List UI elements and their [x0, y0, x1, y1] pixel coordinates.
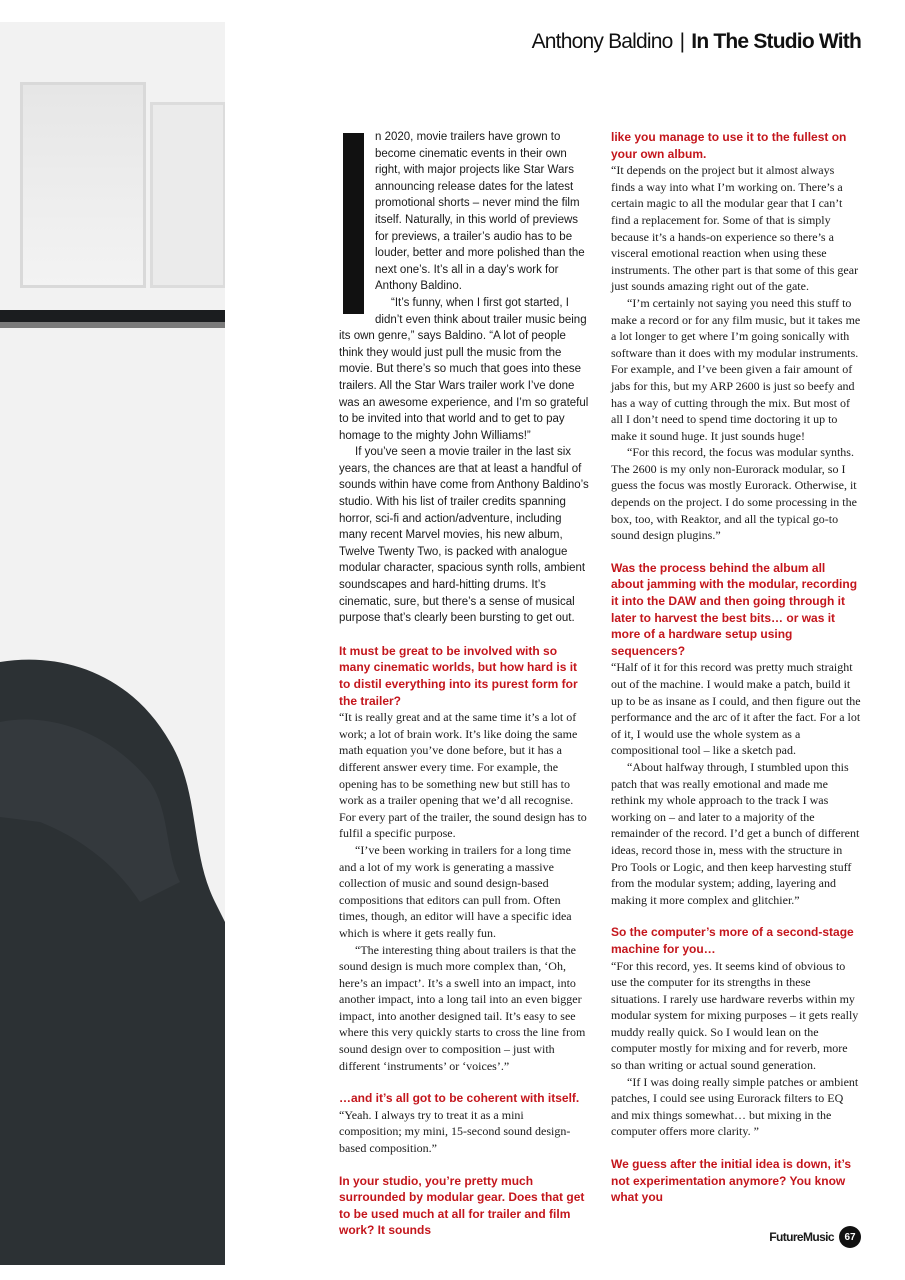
interview-answer: “Half of it for this record was pretty much straight out of the machine. I would make a patch, build it up to be as insane as I could, and then figure out the performance and the arc of it after the fact. For a lot of it, I would use the whole system as a compositional tool – like a sketch pad. [611, 660, 861, 758]
intro-paragraph: n 2020, movie trailers have grown to become cinematic events in their own right, with major projects like Star Wars announcing release dates for the latest promotional shorts – never mind the film itself. Naturally, in this world of previews for previews, a trailer’s audio has to be louder, better and more polished than the next one’s. It’s all in a day’s work for Anthony Baldino. [375, 131, 585, 293]
interview-answer: “The interesting thing about trailers is that the sound design is much more complex than, ‘Oh, here’s an impact’. It’s a swell into an impact, into another impact, into a long tail into an even bigger impact, into another designed tail. It’s easy to see where this very quickly starts to cross the line from sound design over to composition – just with different ‘instruments’ or ‘voices’.” [339, 942, 586, 1073]
portrait-photo [0, 22, 225, 1265]
interview-question: like you manage to use it to the fullest on your own album. [611, 130, 847, 161]
header-artist-name: Anthony Baldino [531, 30, 673, 53]
page-header [532, 30, 861, 54]
interview-question: …and it’s all got to be coherent with itself. [339, 1091, 580, 1106]
header-separator: | [679, 30, 685, 53]
interview-question: It must be great to be involved with so many cinematic worlds, but how hard is it to distil everything into its purest form for the trailer? [339, 643, 578, 708]
interview-answer: “It is really great and at the same time it’s a lot of work; a lot of brain work. It’s like doing the same math equation you’ve done before, but it has a different answer every time. For example, the opening has to be something new but still has to work as a trailer opening that we’d all recognise. For every part of the trailer, the sound design has to fulfil a specific purpose. [339, 710, 587, 841]
interview-answer: “Yeah. I always try to treat it as a mini composition; my mini, 15-second sound design-based composition.” [339, 1107, 571, 1156]
interview-answer: “It depends on the project but it almost always finds a way into what I’m working on. There’s a certain magic to all the modular gear that I can’t find a replacement for. Some of that is simply because it’s a hands-on experience so there’s a visceral emotional reaction when using these instruments. The other part is that some of this gear just sounds amazing right out of the gate. [611, 163, 859, 294]
interview-answer: “For this record, yes. It seems kind of obvious to use the computer for its strengths in these situations. I rarely use hardware reverbs within my modular system for mixing purposes – it gets really muddy really quick. So I would lean on the computer mostly for mixing and for reverb, more so than writing or actual sound generation. [611, 958, 859, 1073]
interview-question: In your studio, you’re pretty much surrounded by modular gear. Does that get to be used much at all for trailer and film work? It sounds [339, 1173, 585, 1238]
article-column-left [339, 129, 589, 1239]
interview-question: Was the process behind the album all about jamming with the modular, recording it into the DAW and then going through it later to harvest the best bits… or was it more of a hardware setup using sequencers? [611, 560, 858, 658]
interview-answer: “If I was doing really simple patches or ambient patches, I could see using Eurorack filters to EQ and mix things somewhat… but mixing in the computer offers more clarity. ” [611, 1074, 859, 1139]
header-section-title: In The Studio With [691, 30, 861, 53]
page-footer [769, 1226, 861, 1248]
interview-answer: “For this record, the focus was modular synths. The 2600 is my only non-Eurorack modular, so I guess the focus was mostly Eurorack. Otherwise, it depends on the project. I do some processing in the box, too, with Reaktor, and all the typical go-to sound design plugins.” [611, 445, 857, 543]
interview-answer: “About halfway through, I stumbled upon this patch that was really emotional and made me rethink my whole approach to the track I was working on – and later to a majority of the remainder of the record. I’d get a bunch of different ideas, record those in, mess with the structure in Pro Tools or Logic, and then keep harvesting stuff from the modular system; adding, layering and making it more complex and glitchier.” [611, 759, 860, 907]
person-silhouette [0, 22, 225, 1265]
magazine-logo: FutureMusic [769, 1230, 834, 1244]
page-number-badge: 67 [839, 1226, 861, 1248]
drop-cap-letter-i [343, 133, 364, 314]
article-column-right [611, 129, 861, 1206]
intro-paragraph: If you’ve seen a movie trailer in the last six years, the chances are that at least a handful of sounds within have come from Anthony Baldino’s studio. With his list of trailer credits spanning horror, sci-fi and action/adventure, including many recent Marvel movies, his new album, Twelve Twenty Two, is packed with analogue modular character, spacious synth rolls, ambient soundscapes and hard-hitting drums. It’s cinematic, sure, but there’s a sense of musical purpose that’s clearly been bursting to get out. [339, 446, 589, 625]
interview-answer: “I’ve been working in trailers for a long time and a lot of my work is generating a massive collection of music and sound design-based compositions that editors can pull from. Often times, though, an editor will have a specific idea which is where it gets really fun. [339, 842, 572, 940]
interview-answer: “I’m certainly not saying you need this stuff to make a record or for any film music, but it takes me a lot longer to get where I’m going sonically with software than it does with my modular instruments. For example, and I’ve been given a fair amount of jabs for this, but my ARP 2600 is just so beefy and has a way of cutting through the mix. But most of all I don’t need to spend time doctoring it up to make it sound huge. It just sounds huge! [611, 295, 861, 443]
interview-question: We guess after the initial idea is down, it’s not experimentation anymore? You know what you [611, 1157, 852, 1205]
interview-question: So the computer’s more of a second-stage machine for you… [611, 925, 854, 956]
intro-paragraph: “It’s funny, when I first got started, I didn’t even think about trailer music being its own genre,” says Baldino. “A lot of people think they would just pull the music from the movie. But there’s so much that goes into these trailers. All the Star Wars trailer work I’ve done was an awesome experience, and I’m so grateful to be invited into that world and to get to pay homage to the mighty John Williams!” [339, 296, 589, 442]
